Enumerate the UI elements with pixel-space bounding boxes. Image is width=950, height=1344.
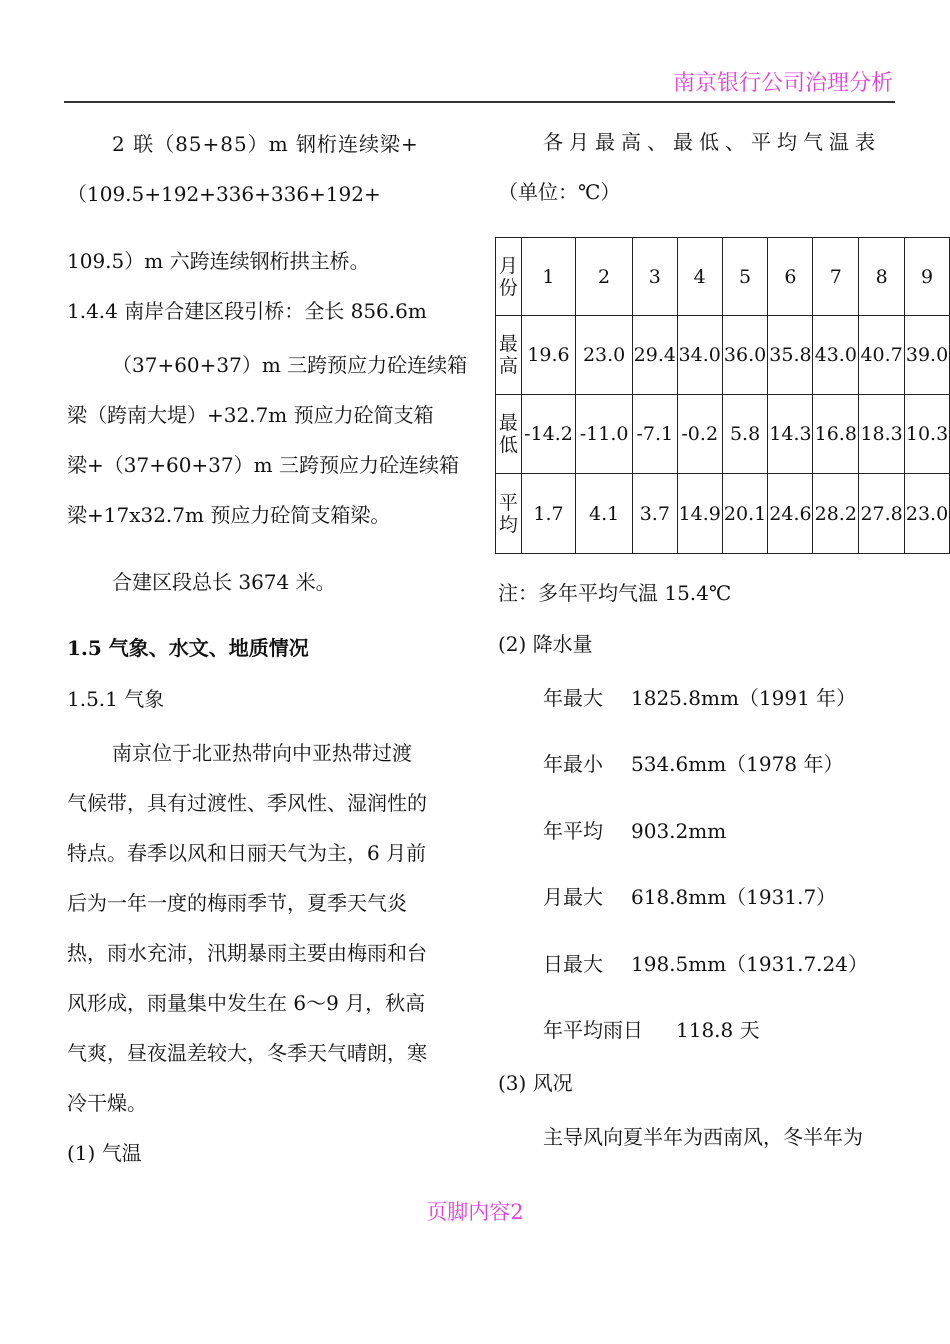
table-cell: 3.7 — [632, 474, 677, 554]
table-cell: 36.0 — [722, 316, 768, 395]
table-cell: 10.3 — [905, 395, 950, 474]
section-heading-1-4-4: 1.4.4 南岸合建区段引桥：全长 856.6m — [67, 299, 427, 323]
rain-value: 1825.8mm（1991 年） — [631, 686, 857, 710]
paragraph-line: 梁（跨南大堤）+32.7m 预应力砼简支箱 — [67, 403, 434, 427]
climate-paragraph-line: 后为一年一度的梅雨季节，夏季天气炎 — [67, 891, 407, 915]
temperature-table — [495, 237, 950, 554]
table-cell: 16.8 — [813, 395, 859, 474]
table-cell: -11.0 — [576, 395, 633, 474]
table-cell: 19.6 — [521, 316, 576, 395]
section-heading-1-5-1: 1.5.1 气象 — [67, 687, 165, 711]
climate-paragraph-line: 风形成，雨量集中发生在 6～9 月，秋高 — [67, 991, 426, 1015]
table-cell: 5.8 — [722, 395, 768, 474]
rain-value: 198.5mm（1931.7.24） — [631, 952, 868, 976]
table-cell-month: 4 — [677, 238, 722, 316]
paragraph-total-length: 合建区段总长 3674 米。 — [112, 570, 336, 594]
table-cell: 29.4 — [632, 316, 677, 395]
table-cell: 40.7 — [859, 316, 905, 395]
table-cell: 34.0 — [677, 316, 722, 395]
rain-value: 618.8mm（1931.7） — [631, 885, 837, 909]
table-cell: -14.2 — [521, 395, 576, 474]
table-note: 注：多年平均气温 15.4℃ — [498, 581, 732, 605]
table-cell-month: 2 — [576, 238, 633, 316]
table-row-min — [496, 395, 950, 474]
table-cell: 35.8 — [768, 316, 813, 395]
table-row-header: 最高 — [496, 316, 522, 395]
table-row-header: 平均 — [496, 474, 522, 554]
rain-value: 903.2mm — [631, 819, 727, 843]
header-divider — [64, 101, 895, 103]
table-row-max — [496, 316, 950, 395]
page-footer: 页脚内容2 — [426, 1200, 524, 1224]
list-item-wind: (3) 风况 — [498, 1071, 573, 1095]
climate-paragraph-line: 冷干燥。 — [67, 1091, 147, 1115]
table-row-months — [496, 238, 950, 316]
climate-paragraph-line: 特点。春季以风和日丽天气为主，6 月前 — [67, 841, 427, 865]
table-cell-month: 9 — [905, 238, 950, 316]
climate-paragraph-line: 气候带，具有过渡性、季风性、湿润性的 — [67, 791, 427, 815]
table-cell: 23.0 — [576, 316, 633, 395]
table-cell: 23.0 — [905, 474, 950, 554]
rain-value: 118.8 天 — [676, 1018, 760, 1042]
table-row-header: 最低 — [496, 395, 522, 474]
section-heading-1-5: 1.5 气象、水文、地质情况 — [67, 636, 309, 660]
table-cell: 1.7 — [521, 474, 576, 554]
header-title: 南京银行公司治理分析 — [672, 71, 893, 96]
table-cell: 4.1 — [576, 474, 633, 554]
list-item-temperature: (1) 气温 — [67, 1141, 142, 1165]
table-cell: 39.0 — [905, 316, 950, 395]
table-unit: （单位：℃） — [498, 180, 621, 204]
table-cell: 20.1 — [722, 474, 768, 554]
table-row-avg — [496, 474, 950, 554]
table-cell-month: 8 — [859, 238, 905, 316]
rain-label: 年最大 — [543, 686, 603, 710]
rain-label: 年平均 — [543, 819, 603, 843]
rain-label: 月最大 — [543, 885, 603, 909]
paragraph-line: 2 联（85+85）m 钢桁连续梁+ — [112, 132, 419, 156]
table-cell: 43.0 — [813, 316, 859, 395]
rain-label: 日最大 — [543, 952, 603, 976]
table-cell: 18.3 — [859, 395, 905, 474]
table-cell: 24.6 — [768, 474, 813, 554]
table-cell-month: 7 — [813, 238, 859, 316]
table-row-header: 月份 — [496, 238, 522, 316]
paragraph-line: 109.5）m 六跨连续钢桁拱主桥。 — [67, 249, 370, 273]
table-cell: 27.8 — [859, 474, 905, 554]
table-cell: 14.3 — [768, 395, 813, 474]
table-cell-month: 5 — [722, 238, 768, 316]
table-cell-month: 3 — [632, 238, 677, 316]
climate-paragraph-line: 南京位于北亚热带向中亚热带过渡 — [112, 741, 412, 765]
list-item-precipitation: (2) 降水量 — [498, 632, 593, 656]
paragraph-line: 梁+（37+60+37）m 三跨预应力砼连续箱 — [67, 453, 459, 477]
climate-paragraph-line: 热，雨水充沛，汛期暴雨主要由梅雨和台 — [67, 941, 427, 965]
rain-value: 534.6mm（1978 年） — [631, 752, 844, 776]
paragraph-line: （109.5+192+336+336+192+ — [67, 182, 381, 206]
table-cell: 28.2 — [813, 474, 859, 554]
table-cell: -7.1 — [632, 395, 677, 474]
table-cell-month: 1 — [521, 238, 576, 316]
rain-label: 年最小 — [543, 752, 603, 776]
paragraph-line: （37+60+37）m 三跨预应力砼连续箱 — [112, 353, 468, 377]
climate-paragraph-line: 气爽，昼夜温差较大，冬季天气晴朗，寒 — [67, 1041, 427, 1065]
rain-label: 年平均雨日 — [543, 1018, 643, 1042]
wind-paragraph-line: 主导风向夏半年为西南风，冬半年为 — [543, 1125, 863, 1149]
paragraph-line: 梁+17x32.7m 预应力砼简支箱梁。 — [67, 503, 391, 527]
table-cell-month: 6 — [768, 238, 813, 316]
table-cell: 14.9 — [677, 474, 722, 554]
table-title: 各月最高、最低、平均气温表 — [543, 130, 881, 154]
table-cell: -0.2 — [677, 395, 722, 474]
